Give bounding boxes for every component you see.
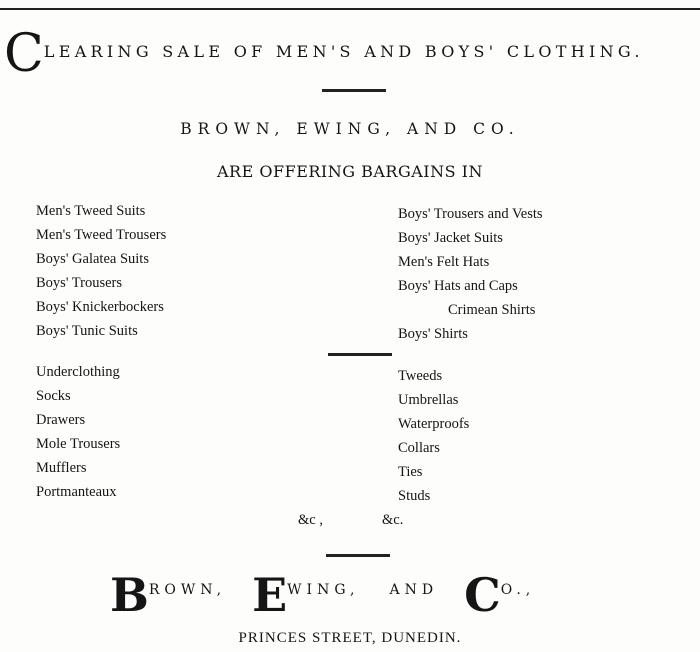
etcetera: &c. — [382, 512, 404, 528]
list-item: Boys' Shirts — [398, 326, 468, 342]
list-item: Boys' Tunic Suits — [36, 323, 138, 339]
list-item: Umbrellas — [398, 392, 459, 408]
footer-c-cap: C — [464, 568, 501, 622]
divider-rule — [328, 353, 392, 356]
list-item: Boys' Knickerbockers — [36, 299, 164, 315]
list-item: Underclothing — [36, 364, 120, 380]
list-item: Collars — [398, 440, 440, 456]
divider-rule — [326, 554, 390, 557]
footer-b-cap: B — [110, 568, 149, 622]
divider-rule — [322, 89, 386, 92]
offer-line: ARE OFFERING BARGAINS IN — [217, 162, 483, 181]
list-right-2 — [398, 364, 469, 508]
list-left-1 — [36, 199, 166, 343]
list-item: Ties — [398, 464, 423, 480]
top-rule — [0, 8, 700, 10]
footer-c-rest: O., — [500, 582, 536, 598]
list-item: Boys' Galatea Suits — [36, 251, 149, 267]
list-item: Men's Tweed Trousers — [36, 227, 167, 243]
footer-and: AND — [389, 582, 439, 598]
list-right-1 — [398, 202, 543, 346]
list-item: Portmanteaux — [36, 484, 117, 500]
footer-e-rest: WING, — [287, 582, 360, 598]
list-item: Waterproofs — [398, 416, 470, 432]
list-item: Boys' Hats and Caps — [398, 278, 518, 294]
ad-heading — [4, 24, 700, 84]
firm-name: BROWN, EWING, AND CO. — [180, 120, 520, 138]
list-item: Men's Tweed Suits — [36, 203, 146, 219]
heading-text: LEARING SALE OF MEN'S AND BOYS' CLOTHING. — [43, 42, 644, 61]
footer-e-cap: E — [252, 568, 288, 622]
footer-b-rest: ROWN, — [148, 582, 227, 598]
list-item: Boys' Trousers — [36, 275, 123, 291]
list-item: Drawers — [36, 412, 86, 428]
list-item: Boys' Jacket Suits — [398, 230, 503, 246]
list-item: Mole Trousers — [36, 436, 121, 452]
list-item: Men's Felt Hats — [398, 254, 490, 270]
list-item: Studs — [398, 488, 431, 504]
heading-drop-cap: C — [4, 24, 44, 84]
list-item: Tweeds — [398, 368, 443, 384]
list-item: Boys' Trousers and Vests — [398, 206, 543, 222]
etcetera: &c , — [298, 512, 323, 528]
list-item: Socks — [36, 388, 71, 404]
list-item: Mufflers — [36, 460, 87, 476]
address: PRINCES STREET, DUNEDIN. — [238, 630, 462, 646]
footer-firm-name — [110, 568, 700, 622]
list-item: Crimean Shirts — [448, 302, 536, 318]
list-left-2 — [36, 360, 120, 504]
